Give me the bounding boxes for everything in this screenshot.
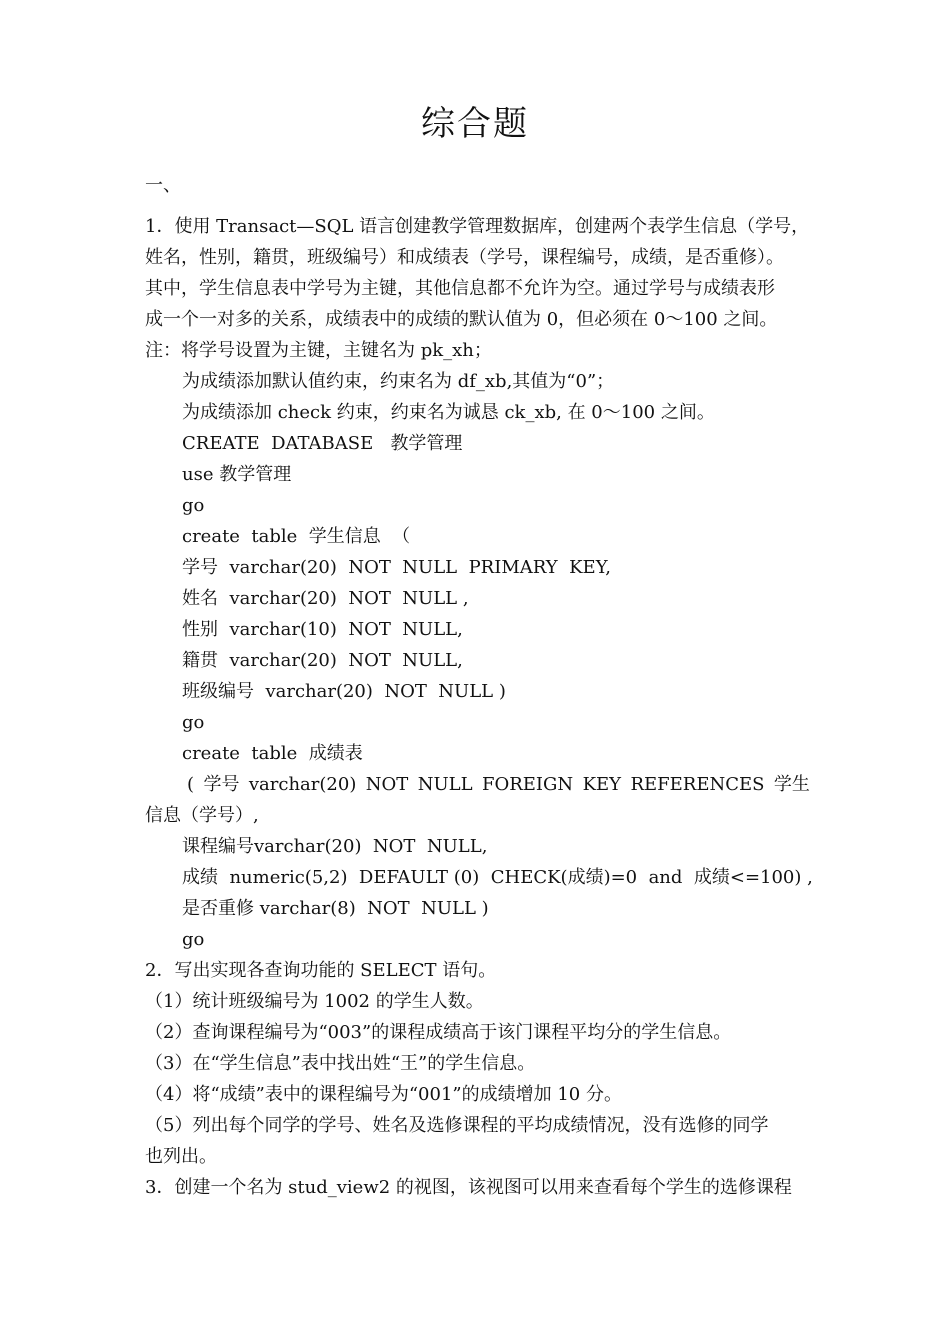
code-line: create table 成绩表: [182, 743, 363, 764]
code-line: 班级编号 varchar(20) NOT NULL ): [182, 681, 506, 702]
spacer: [145, 201, 810, 211]
q2-item: （1）统计班级编号为 1002 的学生人数。: [145, 991, 484, 1012]
fk-token: 学号: [203, 774, 240, 795]
code-line: 学号 varchar(20) NOT NULL PRIMARY KEY,: [182, 557, 611, 578]
q2-item: （2）查询课程编号为“003”的课程成绩高于该门课程平均分的学生信息。: [145, 1022, 732, 1043]
q1-line: 1．使用 Transact—SQL 语言创建教学管理数据库，创建两个表学生信息（学号，: [145, 216, 810, 237]
note-line: 为成绩添加默认值约束，约束名为 df_xb,其值为“0”；: [182, 371, 615, 392]
code-line: go: [182, 929, 205, 950]
q2-heading: 2．写出实现各查询功能的 SELECT 语句。: [145, 960, 497, 981]
code-line: 是否重修 varchar(8) NOT NULL ): [182, 898, 489, 919]
document-body: [145, 170, 813, 1203]
code-line: 课程编号varchar(20) NOT NULL,: [182, 836, 488, 857]
foreign-key-continuation: 信息（学号）,: [145, 805, 259, 826]
note-first: 注：将学号设置为主键，主键名为 pk_xh；: [145, 340, 492, 361]
fk-token: NULL: [417, 774, 473, 795]
q3-line: 3．创建一个名为 stud_view2 的视图，该视图可以用来查看每个学生的选修课程: [145, 1177, 792, 1198]
fk-token: FOREIGN: [481, 774, 574, 795]
q1-line: 成一个一对多的关系，成绩表中的成绩的默认值为 0，但必须在 0～100 之间。: [145, 309, 778, 330]
code-line: 成绩 numeric(5,2) DEFAULT (0) CHECK(成绩)=0 and 成绩<=100) ,: [182, 867, 813, 888]
fk-token: varchar(20): [248, 774, 357, 795]
q2-item-continuation: 也列出。: [145, 1146, 217, 1167]
note-line: 为成绩添加 check 约束，约束名为诚恳 ck_xb, 在 0～100 之间。: [182, 402, 715, 423]
code-line: 性别 varchar(10) NOT NULL,: [182, 619, 463, 640]
q2-item: （4）将“成绩”表中的课程编号为“001”的成绩增加 10 分。: [145, 1084, 622, 1105]
q1-line: 姓名，性别，籍贯，班级编号）和成绩表（学号，课程编号，成绩，是否重修）。: [145, 247, 784, 268]
section-heading: 一、: [145, 175, 181, 196]
fk-token: REFERENCES: [630, 774, 765, 795]
fk-token: KEY: [582, 774, 622, 795]
code-line: go: [182, 495, 205, 516]
fk-token: 学生: [773, 774, 810, 795]
q2-item: （5）列出每个同学的学号、姓名及选修课程的平均成绩情况，没有选修的同学: [145, 1115, 769, 1136]
code-line: 姓名 varchar(20) NOT NULL ,: [182, 588, 469, 609]
code-line: CREATE DATABASE 教学管理: [182, 433, 463, 454]
code-line: use 教学管理: [182, 464, 292, 485]
code-line: create table 学生信息 （: [182, 526, 411, 547]
page-title: 综合题: [421, 104, 529, 144]
q1-line: 其中，学生信息表中学号为主键，其他信息都不允许为空。通过学号与成绩表形: [145, 278, 775, 299]
code-line: go: [182, 712, 205, 733]
q2-item: （3）在“学生信息”表中找出姓“王”的学生信息。: [145, 1053, 536, 1074]
fk-token: NOT: [365, 774, 409, 795]
code-line: 籍贯 varchar(20) NOT NULL,: [182, 650, 463, 671]
fk-token: (: [187, 774, 195, 795]
foreign-key-line: [145, 769, 810, 800]
